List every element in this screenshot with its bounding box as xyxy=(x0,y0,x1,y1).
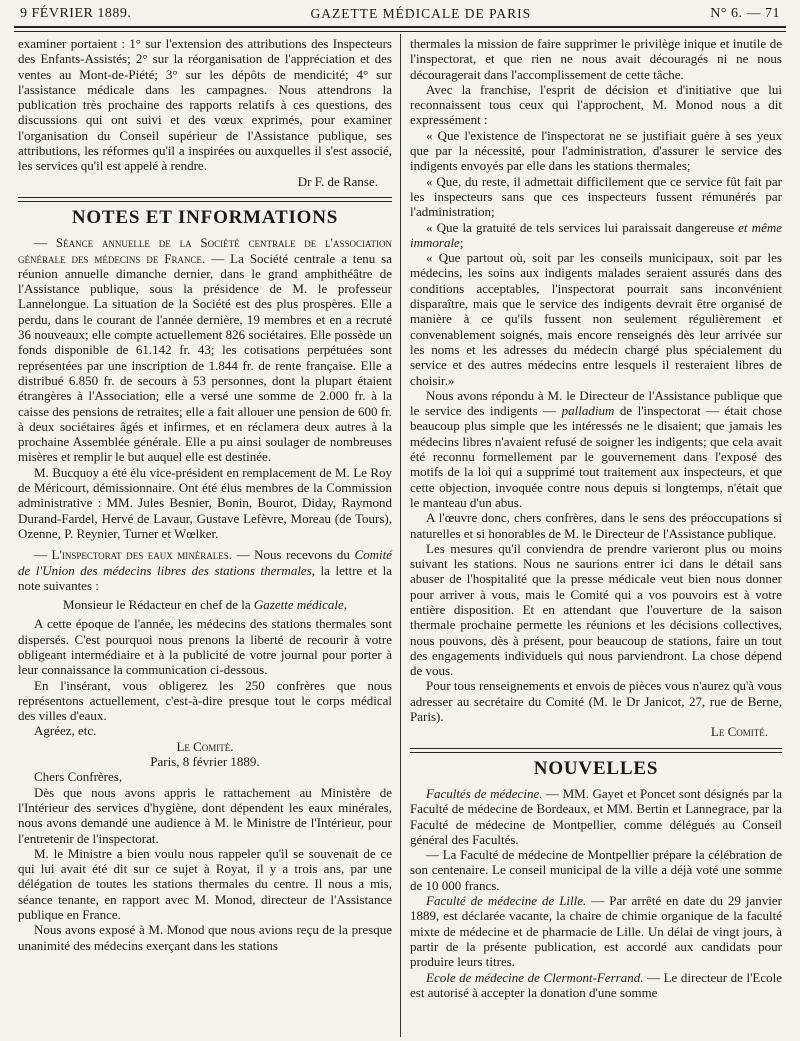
news-title: Facultés de médecine. xyxy=(426,785,543,801)
page-number: N° 6. — 71 xyxy=(710,6,780,21)
note-body: — La Société centrale a tenu sa réunion annuelle dimanche dernier, dans le grand amphithéâtre de l'Assistance publique, sous la présidence de M. le professeur Lannelongue. La situation de la Société est des plus prospères. Elle a perdu, dans le courant de l'année dernière, 19 membres et en a recruté 36 nouveaux; elle compte actuellement 826 sociétaires. Elle possède un fonds disponible de 61.142 fr. 43; les cotisations perpétuées sont représentées par une inscription de 1.844 fr. de rente française. Elle a distribué 6.850 fr. de secours à 53 personnes, dont la plupart étaient étrangères à l'Association; elle a versé une somme de 2.000 fr. à la caisse des pensions de retraites; elle a fait allouer une pension de 600 fr. à deux sociétaires âgés et infirmes, et en réclamera deux autres à la prochaine Assemblée générale. Elle a pu ainsi soulager de nombreuses misères et remplir le but auquel elle est destinée. xyxy=(18,250,392,465)
quote-paragraph: « Que la gratuité de tels services lui paraissait dangereuse et même immorale; xyxy=(410,219,782,250)
letter-signature: Le Comité. xyxy=(176,738,234,754)
section-title-nouvelles: NOUVELLES xyxy=(533,757,659,779)
letter-paragraph: M. le Ministre a bien voulu nous rappeler qu'il se souvenait de ce qui lui avait été dit sur ce sujet à Royat, il y a trois ans, par une délégation de toutes les stations thermales du centre. Il nous a mis, séance tenante, en rapport avec M. Monod, directeur de l'Assistance publique en France. xyxy=(18,845,392,923)
header-rule xyxy=(14,26,786,32)
author-signature: Dr F. de Ranse. xyxy=(297,173,378,189)
section-title-notes: NOTES ET INFORMATIONS xyxy=(71,206,339,228)
note-body: , la lettre et la note suivantes : xyxy=(18,562,392,593)
quote-paragraph: « Que partout où, soit par les conseils municipaux, soit par les médecins, les soins aux indigents malades seraient assurés dans des conditions acceptables, l'inspectorat pourrait sans inconvénient disparaître, mais que le service des indigents devrait être organisé de manière à ce qu'ils fussent non seulement régulièrement et convenablement soignés, mais encore renseignés dès leur arrivée sur les noms et les adresses du médecin chargé plus spécialement du service et des autres médecins entre lesquels il resteraient libres de choisir.» xyxy=(410,250,782,388)
page-header xyxy=(20,4,780,24)
letter-paragraph: Nous avons exposé à M. Monod que nous avions reçu de la presque unanimité des médecins exerçant dans les stations xyxy=(18,922,392,953)
section-rule xyxy=(410,748,782,753)
quote-paragraph: « Que, du reste, il admettait difficilement que ce service fût fait par les inspecteurs sans que ces inspecteurs fussent rémunérés par l'administration; xyxy=(410,173,782,220)
letter-paragraph: Les mesures qu'il conviendra de prendre varieront plus ou moins suivant les stations. Nous ne saurions entrer ici dans le détail sans abuser de l'hospitalité que la presse médicale veut bien nous donner pour arriver à vous, mais le Comité qui a vos pouvoirs est à votre entière disposition. Et en attendant que l'ouverture de la saison thermale prochaine permette les réunions et les décisions collectives, nous pouvons, dès à présent, pour beaucoup de stations, faire un tout des engagements individuels qui nous parviendront. La chose dépend de vous. xyxy=(410,540,782,679)
letter-greeting: Chers Confrères, xyxy=(34,769,123,785)
journal-title: GAZETTE MÉDICALE DE PARIS xyxy=(310,6,532,21)
article-ending: examiner portaient : 1° sur l'extension des attributions des Inspecteurs des Enfants-Assistés; 2° sur la réorganisation de l'appréciation et des ventes au Mont-de-Piété; 3° sur les dépôts de mendicité; 4° sur l'assistance médicale dans les campagnes. Nous attendrons la publication très prochaine des rapports relatifs à ces questions, des discussions qui ont suivi et des vœux exprimés, pour examiner l'organisation du Conseil supérieur de l'Assistance publique, ses attributions, les réformes qu'il a inspirées ou auxquelles il s'est associé, les services qu'il est appelé à rendre. xyxy=(18,36,392,174)
letter-paragraph: Nous avons répondu à M. le Directeur de l'Assistance publique que le service des indigents — palladium de l'inspectorat — était chose beaucoup plus simple que les intéressés ne le disaient; que jamais les médecins libres n'avaient refusé de soigner les indigents; que cela avait été reconnu formellement par le gouvernement dans l'exposé des motifs de la loi qui a supprimé tout traitement aux inspecteurs, et que cette objection, invoquée contre nous depuis si longtemps, n'était que le manteau d'un abus. xyxy=(410,387,782,510)
letter-paragraph: En l'insérant, vous obligerez les 250 confrères que nous représentons actuellement, c'est-à-dire presque tout le corps médical des villes d'eaux. xyxy=(18,677,392,724)
column-divider xyxy=(400,34,401,1037)
news-item: Facultés de médecine. — MM. Gayet et Poncet sont désignés par la Faculté de médecine de Bordeaux, et MM. Bertin et Lannegrace, par la Faculté de médecine de Montpellier, comme délégués au Conseil général des Facultés. xyxy=(410,785,782,847)
committee-name: Comité de l'Union des médecins libres des stations thermales xyxy=(18,547,392,578)
letter-paragraph: A cette époque de l'année, les médecins des stations thermales sont dispersés. C'est pourquoi nous prenons la liberté de recourir à votre obligeant intermédiaire et à la publicité de votre journal pour porter à leur connaissance la communication ci-dessous. xyxy=(18,616,392,678)
note-body: — Nous recevons du xyxy=(232,547,355,563)
news-title: Ecole de médecine de Clermont-Ferrand. xyxy=(426,969,644,985)
letter-closing: Agréez, etc. xyxy=(34,723,97,739)
header-date: 9 FÉVRIER 1889. xyxy=(20,6,132,21)
letter-salutation: Monsieur le Rédacteur en chef de la Gazette médicale, xyxy=(62,597,348,613)
section-rule xyxy=(18,197,392,202)
left-column xyxy=(18,36,392,953)
right-column xyxy=(410,36,782,1000)
note-paragraph: M. Bucquoy a été élu vice-président en remplacement de M. Le Roy de Méricourt, démissionnaire. Ont été élus membres de la Commission administrative : MM. Jules Besnier, Bonin, Bourot, Diday, Raymond Durand-Fardel, Hervé de Lavaur, Gustave Lefèvre, Moreau (de Tours), Ozenne, P. Reynier, Turner et Wœlker. xyxy=(18,464,392,541)
letter-signature: Le Comité. xyxy=(710,724,768,740)
news-item: Faculté de médecine de Lille. — Par arrêté en date du 29 janvier 1889, est déclarée vacante, la chaire de chimie organique de la faculté mixte de médecine et de pharmacie de Lille. Un délai de vingt jours, à partir de la présente publication, est accordé aux candidats pour produire leurs titres. xyxy=(410,893,782,970)
letter-paragraph: Avec la franchise, l'esprit de décision et d'initiative que lui reconnaissent tous ceux qui l'approchent, M. Monod nous a dit expressément : xyxy=(410,81,782,128)
letter-paragraph: Dès que nous avons appris le rattachement au Ministère de l'Intérieur des services d'hygiène, dont dépendent les eaux minérales, nous avons demandé une audience à M. le Ministre de l'Intérieur, pour l'entretenir de l'inspectorat. xyxy=(18,784,392,846)
letter-paragraph: A l'œuvre donc, chers confrères, dans le sens des préoccupations si naturelles et si honorables de M. le Directeur de l'Assistance publique. xyxy=(410,510,782,541)
note-title: — L'inspectorat des eaux minérales. xyxy=(34,547,233,563)
letter-paragraph: Pour tous renseignements et envois de pièces vous n'aurez qu'à vous adresser au secrétaire du Comité (M. le Dr Janicot, 27, rue de Berne, Paris). xyxy=(410,678,782,725)
letter-date: Paris, 8 février 1889. xyxy=(150,754,260,770)
letter-paragraph: thermales la mission de faire supprimer le privilège inique et inutile de l'inspectorat, et que rien ne nous avait découragés ni ne nous découragerait dans l'accomplissement de cette tâche. xyxy=(410,36,782,82)
note-title: — Séance annuelle de la Société centrale de l'association générale des médecins de France. xyxy=(18,235,392,266)
news-item: — La Faculté de médecine de Montpellier prépare la célébration de son centenaire. Le conseil municipal de la ville a déjà voté une somme de 10 000 francs. xyxy=(410,847,782,893)
note-societe-centrale xyxy=(18,235,392,464)
note-inspectorat xyxy=(18,547,392,593)
news-title: Faculté de médecine de Lille. xyxy=(426,893,587,909)
quote-paragraph: « Que l'existence de l'inspectorat ne se justifiait guère à ses yeux que par la nécessité, pour l'administration, d'assurer le service des indigents envoyés par elle dans les stations thermales; xyxy=(410,127,782,174)
news-item: Ecole de médecine de Clermont-Ferrand. — Le directeur de l'Ecole est autorisé à accepter la donation d'une somme xyxy=(410,969,782,1000)
